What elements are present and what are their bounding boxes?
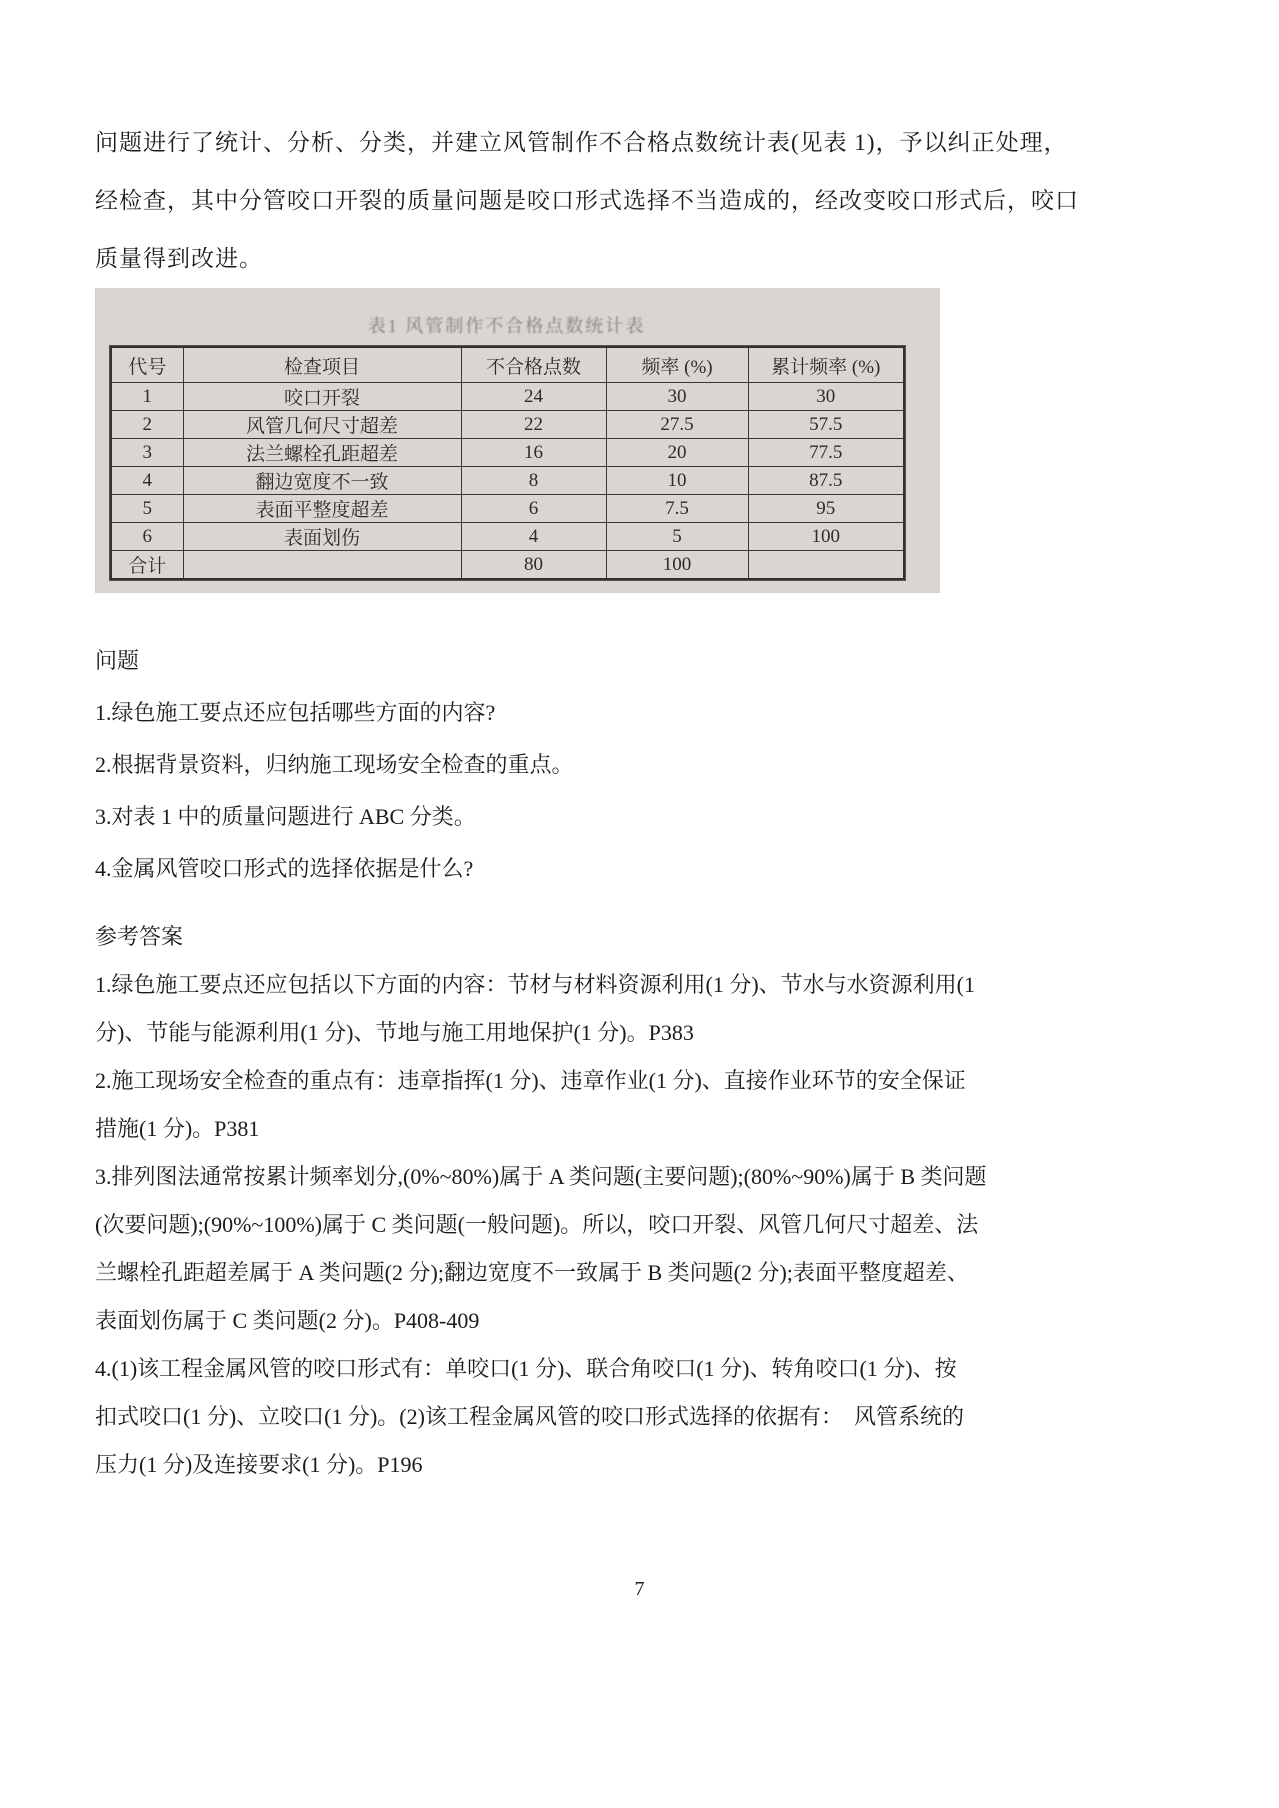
table-cell: 16 (461, 439, 606, 467)
table-cell: 7.5 (606, 495, 748, 523)
table-cell: 10 (606, 467, 748, 495)
questions-section (95, 635, 1279, 895)
table-cell: 4 (111, 467, 183, 495)
table-title: 表1 风管制作不合格点数统计表 (367, 316, 646, 336)
table-cell: 87.5 (748, 467, 904, 495)
intro-paragraph (95, 0, 1194, 288)
table-cell: 27.5 (606, 411, 748, 439)
table-header-cell: 累计频率 (%) (748, 347, 904, 383)
answer-line: 分)、节能与能源利用(1 分)、节地与施工用地保护(1 分)。P383 (95, 1020, 694, 1045)
table-cell: 24 (461, 383, 606, 411)
table-cell: 5 (111, 495, 183, 523)
scanned-table-image (95, 288, 940, 593)
intro-line: 质量得到改进。 (95, 246, 263, 271)
table-header-cell: 频率 (%) (606, 347, 748, 383)
answer-line: 3.排列图法通常按累计频率划分,(0%~80%)属于 A 类问题(主要问题);(80%~90%)属于 B 类问题 (95, 1164, 987, 1189)
table-cell: 4 (461, 523, 606, 551)
table-cell: 5 (606, 523, 748, 551)
table-row (111, 467, 904, 495)
questions-heading: 问题 (95, 648, 140, 673)
table-row (111, 495, 904, 523)
question-item: 2.根据背景资料，归纳施工现场安全检查的重点。 (95, 752, 574, 777)
table-cell: 80 (461, 551, 606, 580)
answer-line: 2.施工现场安全检查的重点有：违章指挥(1 分)、违章作业(1 分)、直接作业环节的安全保证 (95, 1068, 966, 1093)
table-cell: 翻边宽度不一致 (183, 467, 461, 495)
table-cell: 咬口开裂 (183, 383, 461, 411)
table-header-cell: 不合格点数 (461, 347, 606, 383)
table-cell (183, 551, 461, 580)
table-cell: 20 (606, 439, 748, 467)
question-item: 4.金属风管咬口形式的选择依据是什么? (95, 856, 474, 881)
table-row (111, 523, 904, 551)
table-cell: 100 (748, 523, 904, 551)
table-cell: 8 (461, 467, 606, 495)
table-cell (748, 551, 904, 580)
table-row (111, 439, 904, 467)
table-row (111, 411, 904, 439)
answer-line: 表面划伤属于 C 类问题(2 分)。P408-409 (95, 1308, 480, 1333)
table-cell: 57.5 (748, 411, 904, 439)
table-cell: 3 (111, 439, 183, 467)
table-row (111, 383, 904, 411)
intro-line: 经检查，其中分管咬口开裂的质量问题是咬口形式选择不当造成的，经改变咬口形式后，咬口 (95, 188, 1079, 213)
table-cell: 100 (606, 551, 748, 580)
page-number: 7 (634, 1578, 645, 1600)
answer-line: 扣式咬口(1 分)、立咬口(1 分)。(2)该工程金属风管的咬口形式选择的依据有： 风管系统的 (95, 1404, 964, 1429)
answer-line: 1.绿色施工要点还应包括以下方面的内容：节材与材料资源利用(1 分)、节水与水资源利用(1 (95, 972, 975, 997)
answers-heading: 参考答案 (95, 924, 184, 949)
table-header-cell: 检查项目 (183, 347, 461, 383)
table-cell: 22 (461, 411, 606, 439)
table-cell: 表面平整度超差 (183, 495, 461, 523)
answer-line: 4.(1)该工程金属风管的咬口形式有：单咬口(1 分)、联合角咬口(1 分)、转角咬口(1 分)、按 (95, 1356, 957, 1381)
table-header-row (111, 347, 904, 383)
answers-list (95, 961, 1199, 1489)
questions-list (95, 687, 1279, 895)
table-row (111, 551, 904, 580)
table-cell: 风管几何尺寸超差 (183, 411, 461, 439)
table-cell: 30 (606, 383, 748, 411)
table-cell: 77.5 (748, 439, 904, 467)
defect-statistics-table (110, 346, 905, 580)
table-cell: 6 (461, 495, 606, 523)
table-cell: 95 (748, 495, 904, 523)
answer-line: 兰螺栓孔距超差属于 A 类问题(2 分);翻边宽度不一致属于 B 类问题(2 分);表面平整度超差、 (95, 1260, 969, 1285)
table-cell: 表面划伤 (183, 523, 461, 551)
answer-line: (次要问题);(90%~100%)属于 C 类问题(一般问题)。所以，咬口开裂、风管几何尺寸超差、法 (95, 1212, 979, 1237)
table-cell: 法兰螺栓孔距超差 (183, 439, 461, 467)
question-item: 1.绿色施工要点还应包括哪些方面的内容? (95, 700, 496, 725)
intro-line: 问题进行了统计、分析、分类，并建立风管制作不合格点数统计表(见表 1)，予以纠正处理， (95, 130, 1068, 155)
answers-section (95, 913, 1199, 1489)
table-header-cell: 代号 (111, 347, 183, 383)
question-item: 3.对表 1 中的质量问题进行 ABC 分类。 (95, 804, 476, 829)
table-cell: 2 (111, 411, 183, 439)
table-cell: 1 (111, 383, 183, 411)
table-cell: 30 (748, 383, 904, 411)
answer-line: 措施(1 分)。P381 (95, 1116, 260, 1141)
answer-line: 压力(1 分)及连接要求(1 分)。P196 (95, 1452, 423, 1477)
table-cell: 6 (111, 523, 183, 551)
table-cell: 合计 (111, 551, 183, 580)
